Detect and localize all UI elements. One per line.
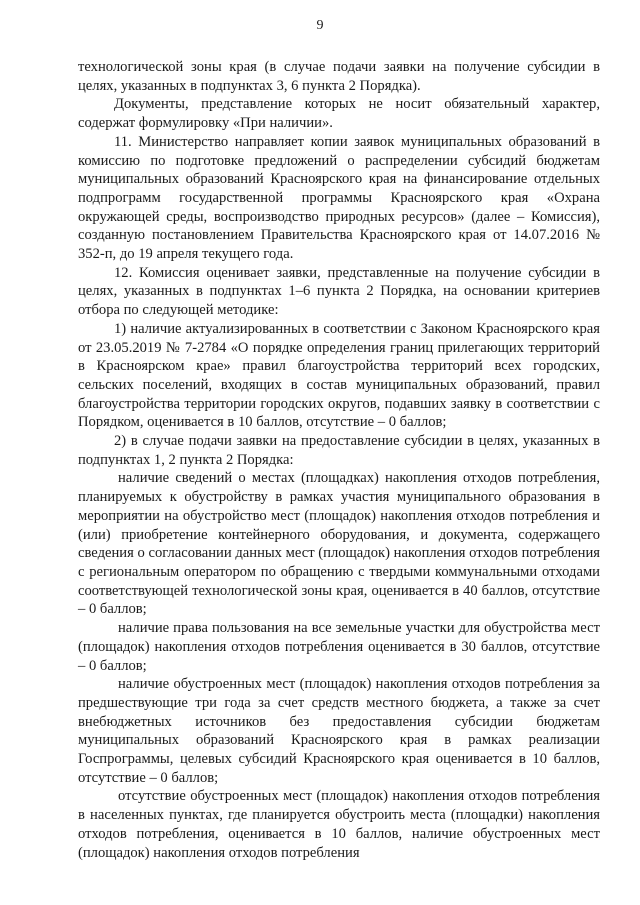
- paragraph-12-item-1: 1) наличие актуализированных в соответствии с Законом Красноярского края от 23.05.2019 № 7-2784 «О порядке определения границ прилегающих территорий в Красноярском крае» правил благоустройства территорий всех городских, сельских поселений, входящих в состав муниципальных образований, правил благоустройства территории городских округов, подавших заявку в соответствии с Порядком, оценивается в 10 баллов, отсутствие – 0 баллов;: [78, 320, 600, 431]
- paragraph-12: 12. Комиссия оценивает заявки, представленные на получение субсидии в целях, указанных в подпунктах 1–6 пункта 2 Порядка, на основании критериев отбора по следующей методике:: [78, 264, 600, 319]
- document-body: [78, 58, 600, 862]
- paragraph-12-item-2: 2) в случае подачи заявки на предоставление субсидии в целях, указанных в подпунктах 1, 2 пункта 2 Порядка:: [78, 433, 600, 468]
- paragraph-criterion-location-info: наличие сведений о местах (площадках) накопления отходов потребления, планируемых к обустройству в рамках участия муниципального образования в мероприятии на обустройство мест (площадок) накопления отходов потребления и (или) приобретение контейнерного оборудования, и документа, содержащего сведения о согласовании данных мест (площадок) накопления отходов потребления с региональным оператором по обращению с твердыми коммунальными отходами соответствующей технологической зоны края, оценивается в 40 баллов, отсутствие – 0 баллов;: [78, 470, 600, 618]
- paragraph-11: 11. Министерство направляет копии заявок муниципальных образований в комиссию по подготовке предложений о распределении субсидий бюджетам муниципальных образований Красноярского края на финансирование отдельных подпрограмм государственной программы Красноярского края «Охрана окружающей среды, воспроизводство природных ресурсов» (далее – Комиссия), созданную постановлением Правительства Красноярского края от 14.07.2016 № 352-п, до 19 апреля текущего года.: [78, 133, 600, 263]
- paragraph-continuation: технологической зоны края (в случае подачи заявки на получение субсидии в целях, указанных в подпунктах 3, 6 пункта 2 Порядка).: [78, 59, 600, 94]
- paragraph-criterion-absent-sites: отсутствие обустроенных мест (площадок) накопления отходов потребления в населенных пунктах, где планируется обустроить места (площадки) накопления отходов потребления, оценивается в 10 баллов, наличие обустроенных мест (площадок) накопления отходов потребления: [78, 788, 600, 861]
- page-number: 9: [316, 18, 324, 33]
- paragraph-criterion-existing-sites: наличие обустроенных мест (площадок) накопления отходов потребления за предшествующие три года за счет средств местного бюджета, а также за счет внебюджетных источников без предоставления субсидии бюджетам муниципальных образований Красноярского края в рамках реализации Госпрограммы, целевых субсидий Красноярского края оценивается в 10 баллов, отсутствие – 0 баллов;: [78, 676, 600, 786]
- paragraph-criterion-land-rights: наличие права пользования на все земельные участки для обустройства мест (площадок) накопления отходов потребления оценивается в 30 баллов, отсутствие – 0 баллов;: [78, 620, 600, 674]
- paragraph-optional-documents: Документы, представление которых не носит обязательный характер, содержат формулировку «При наличии».: [78, 96, 600, 132]
